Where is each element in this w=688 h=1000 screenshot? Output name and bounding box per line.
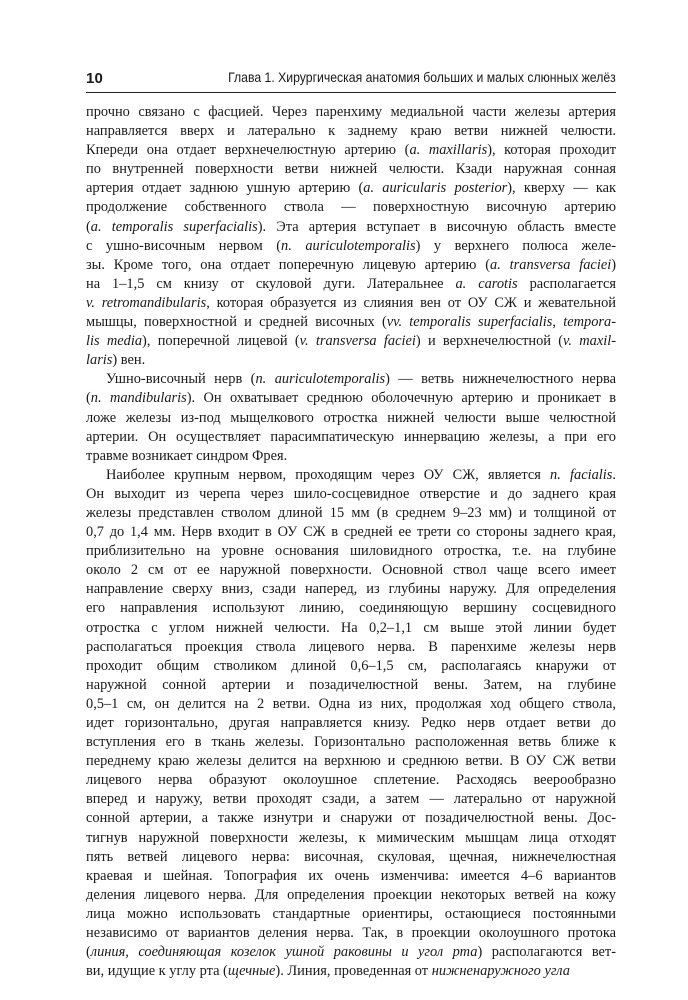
text-line: направление сверху вниз, сзади наперед, из глубины наружу. Для определения	[86, 581, 616, 598]
text-line: вперед и наружу, ветви проходят сзади, а затем — латерально от наружной	[86, 791, 616, 808]
body-text	[86, 103, 616, 981]
text-line: laris) вен.	[86, 352, 146, 369]
text-line: переднему краю железы делится на верхнюю и среднюю ветви. В ОУ СЖ ветви	[86, 753, 616, 770]
text-line: 0,7 до 1,4 мм. Нерв входит в ОУ СЖ в средней ее трети со стороны заднего края,	[86, 524, 616, 541]
text-line: артерии. Он осуществляет парасимпатическую иннервацию железы, а при его	[86, 428, 616, 445]
text-line: по внутренней поверхности ветви нижней челюсти. Кзади наружная сонная	[86, 161, 616, 178]
text-line: мышцы, поверхностной и средней височных (vv. temporalis superfacialis, tempora-	[86, 314, 616, 331]
text-line: зы. Кроме того, она отдает поперечную лицевую артерию (a. transversa faciei)	[86, 256, 617, 273]
text-line: (n. mandibularis). Он охватывает среднюю оболочечную артерию и проникает в	[86, 390, 616, 407]
text-line: травме возникает синдром Фрея.	[86, 447, 288, 464]
text-line: lis media), поперечной лицевой (v. transversa faciei) и верхнечелюстной (v. maxil-	[86, 333, 617, 350]
text-line: Наиболее крупным нервом, проходящим через ОУ СЖ, является n. facialis.	[106, 466, 617, 483]
text-line: железы представлен стволом длиной 15 мм (в среднем 9–23 мм) и толщиной от	[86, 504, 616, 521]
text-line: артерия отдает заднюю ушную артерию (a. auricularis posterior), кверху — как	[86, 180, 616, 197]
text-line: (a. temporalis superfacialis). Эта артерия вступает в височную область вместе	[86, 218, 616, 235]
text-line: ложе железы из-под мыщелкового отростка нижней челюсти выше челюстной	[86, 409, 616, 426]
text-line: ви, идущие к углу рта (щечные). Линия, проведенная от нижненаружного угла	[86, 963, 570, 980]
text-line: отростка с углом нижней челюсти. На 0,2–1,1 см выше этой линии будет	[86, 619, 616, 636]
paragraph-1	[86, 103, 616, 370]
paragraph-3	[86, 466, 616, 982]
page-header	[86, 70, 616, 92]
text-line: прочно связано с фасцией. Через паренхиму медиальной части железы артерия	[86, 104, 616, 120]
text-line: краевая и шейная. Топография их очень изменчива: имеется 4–6 вариантов	[86, 867, 616, 884]
text-line: деления лицевого нерва. Для определения проекции некоторых ветвей на кожу	[86, 886, 616, 903]
paragraph-2	[86, 370, 616, 465]
header-rule	[86, 92, 616, 93]
text-line: на 1–1,5 см книзу от скуловой дуги. Латеральнее a. carotis располагается	[86, 275, 616, 292]
text-line: проходит общим стволиком длиной 0,6–1,5 см, располагаясь кнаружи от	[86, 657, 616, 674]
text-line: наружной сонной артерии и позадичелюстной вены. Затем, на глубине	[86, 676, 616, 693]
text-line: идет горизонтально, другая направляется книзу. Редко нерв отдает ветви до	[86, 715, 616, 731]
text-line: лица можно использовать стандартные ориентиры, остающиеся постоянными	[86, 905, 616, 922]
text-line: лицевого нерва образуют околоушное сплетение. Расходясь веерообразно	[86, 772, 616, 789]
text-line: (линия, соединяющая козелок ушной раковины и угол рта) располагаются вет-	[86, 944, 616, 961]
page-number: 10	[86, 70, 104, 87]
text-line: направляется вверх и латерально к заднему краю ветви нижней челюсти.	[86, 123, 616, 140]
text-line: независимо от вариантов деления нерва. Так, в проекции околоушного протока	[86, 925, 616, 942]
text-line: сонной артерии, а также изнутри и снаружи от позадичелюстной вены. Дос-	[86, 810, 616, 827]
text-line: его направления используют линию, соединяющую вершину сосцевидного	[86, 600, 616, 617]
text-line: пять ветвей лицевого нерва: височная, скуловая, щечная, нижнечелюстная	[86, 848, 616, 865]
text-line: тигнув наружной поверхности железы, к мимическим мышцам лица отходят	[86, 829, 616, 846]
text-line: около 2 см от ее наружной поверхности. Основной ствол чаще всего имеет	[86, 562, 616, 579]
text-line: вступления его в ткань железы. Горизонтально расположенная ветвь ближе к	[86, 734, 616, 751]
text-line: Он выходит из черепа через шило-сосцевидное отверстие и до заднего края	[86, 485, 616, 502]
text-line: Ушно-височный нерв (n. auriculotemporalis) — ветвь нижнечелюстного нерва	[106, 371, 617, 388]
text-line: 0,5–1 см, он делится на 2 ветви. Одна из них, продолжая ход общего ствола,	[86, 695, 616, 712]
text-line: Кпереди она отдает верхнечелюстную артерию (a. maxillaris), которая проходит	[86, 142, 616, 159]
text-line: v. retromandibularis, которая образуется из слияния вен от ОУ СЖ и жевательной	[86, 294, 616, 311]
text-line: приблизительно на уровне основания шиловидного отростка, т.е. на глубине	[86, 543, 616, 560]
text-line: продолжение собственного ствола — поверхностную височную артерию	[86, 199, 616, 216]
text-line: располагаться проекция ствола лицевого нерва. В паренхиме железы нерв	[86, 638, 616, 655]
text-line: с ушно-височным нервом (n. auriculotemporalis) у верхнего полюса желе-	[86, 237, 616, 254]
running-head: Глава 1. Хирургическая анатомия больших и малых слюнных желёз	[228, 70, 616, 85]
